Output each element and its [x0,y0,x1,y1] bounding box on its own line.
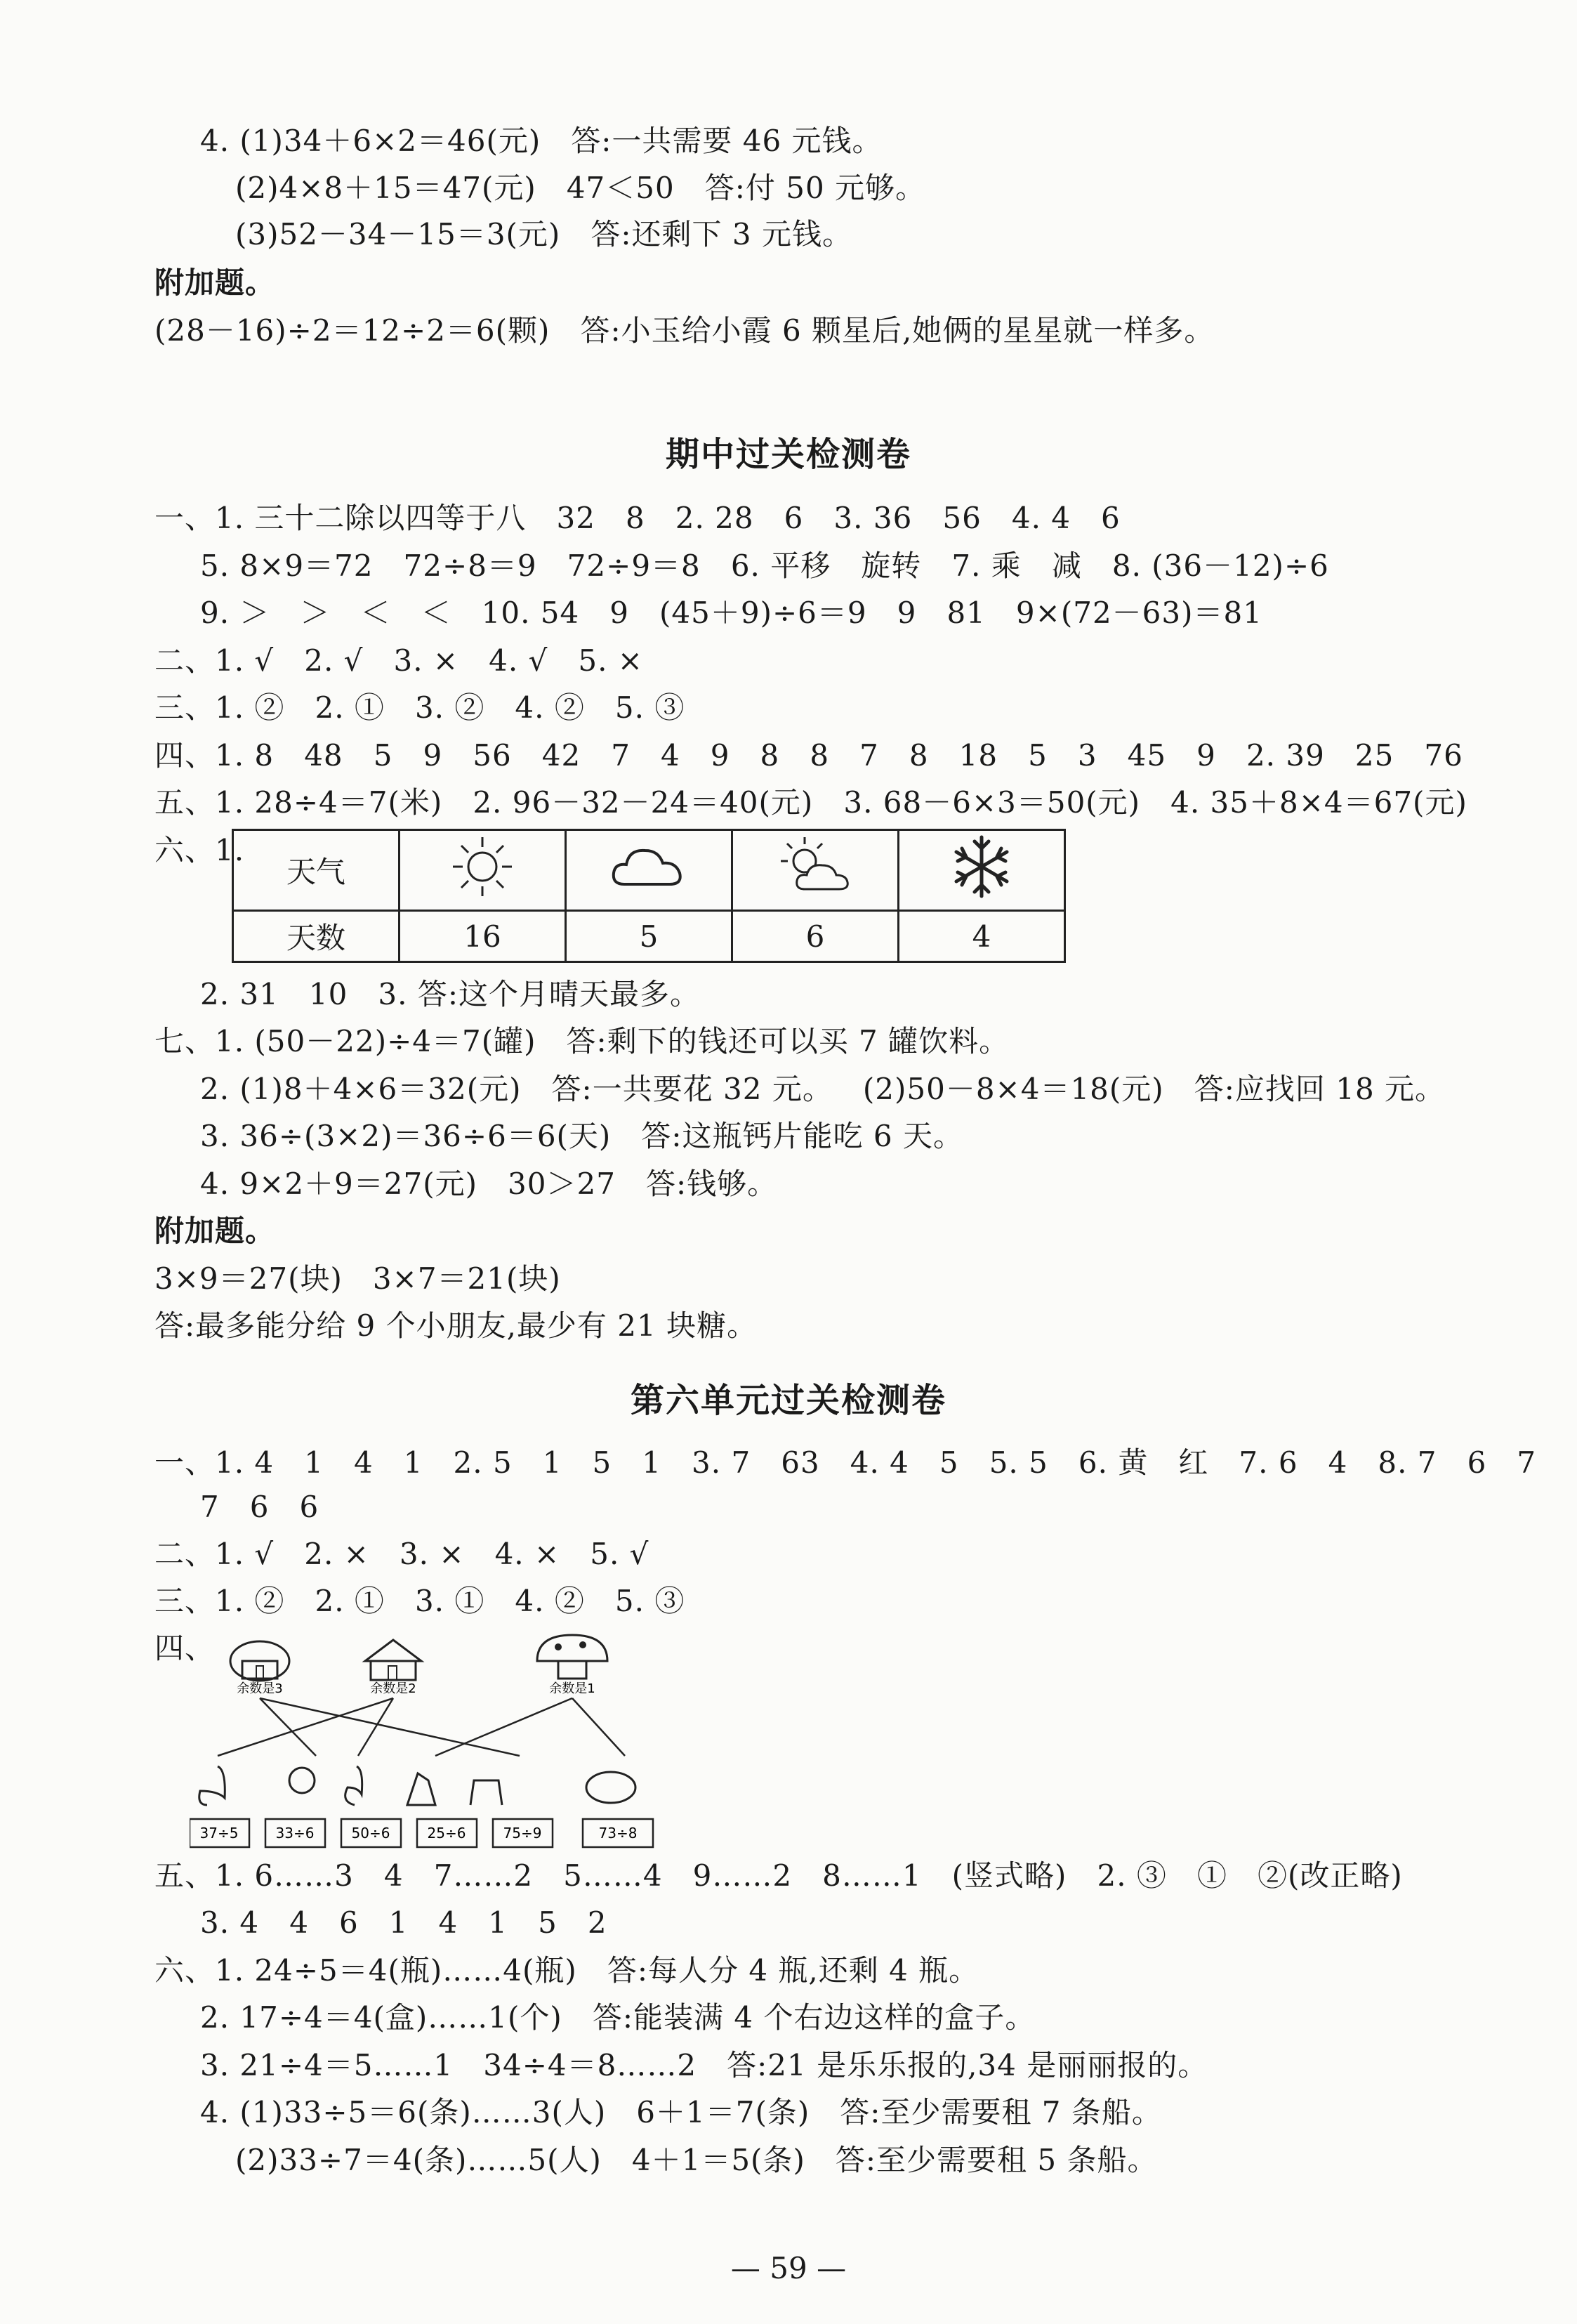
unit6-s6-5: (2)33÷7＝4(条)……5(人) 4＋1＝5(条) 答:至少需要租 5 条船。 [235,2143,1158,2177]
swan-icon [199,1766,225,1805]
midterm-s1-line3: 9. ＞ ＞ ＜ ＜ 10. 54 9 (45＋9)÷6＝9 9 81 9×(72－63)＝81 [200,596,1262,630]
days-header: 天数 [233,911,400,962]
bonus-heading: 附加题。 [154,265,276,300]
division-box: 75÷9 [503,1825,542,1842]
midterm-bonus-heading: 附加题。 [154,1214,276,1248]
answer-4-3: (3)52－34－15＝3(元) 答:还剩下 3 元钱。 [235,217,852,251]
answer-4-1: 4. (1)34＋6×2＝46(元) 答:一共需要 46 元钱。 [200,124,883,158]
midterm-s6-2: 2. 31 10 3. 答:这个月晴天最多。 [200,977,700,1011]
house-icon [365,1640,421,1680]
weather-table [232,829,1066,963]
unit6-s6-2: 2. 17÷4＝4(盒)……1(个) 答:能装满 4 个右边这样的盒子。 [200,2000,1036,2035]
division-box: 33÷6 [275,1825,315,1842]
midterm-s6-label: 六、1. [154,833,245,867]
unit6-s3: 三、1. ② 2. ① 3. ① 4. ② 5. ③ [154,1584,685,1618]
days-sunny: 16 [400,911,566,962]
bonus-answer: (28－16)÷2＝12÷2＝6(颗) 答:小玉给小霞 6 颗星后,她俩的星星就一样多。 [154,313,1215,348]
midterm-bonus-1: 3×9＝27(块) 3×7＝21(块) [154,1261,561,1296]
midterm-s3: 三、1. ② 2. ① 3. ② 4. ② 5. ③ [154,690,685,725]
house-label: 余数是3 [237,1681,283,1696]
unit6-s6-1: 六、1. 24÷5＝4(瓶)……4(瓶) 答:每人分 4 瓶,还剩 4 瓶。 [154,1953,979,1988]
midterm-title: 期中过关检测卷 [665,435,911,474]
unit6-s2: 二、1. √ 2. × 3. × 4. × 5. √ [154,1537,649,1571]
midterm-s2: 二、1. √ 2. √ 3. × 4. √ 5. × [154,643,643,678]
house-label: 余数是1 [549,1681,595,1696]
partly-cloudy-icon [732,830,899,911]
dog-icon [470,1780,502,1805]
rooster-icon [407,1773,435,1805]
house-icon [230,1641,289,1681]
midterm-s1-line2: 5. 8×9＝72 72÷8＝9 72÷9＝8 6. 平移 旋转 7. 乘 减 8. (36－12)÷6 [200,549,1329,583]
unit6-s5-line2: 3. 4 4 6 1 4 1 5 2 [200,1905,607,1940]
sunny-icon [400,830,566,911]
unit6-s4-label: 四、 [154,1631,216,1665]
midterm-s7-3: 3. 36÷(3×2)＝36÷6＝6(天) 答:这瓶钙片能吃 6 天。 [200,1119,963,1153]
midterm-s1-line1: 一、1. 三十二除以四等于八 32 8 2. 28 6 3. 36 56 4. 4 6 [154,501,1121,535]
unit6-s5-line1: 五、1. 6……3 4 7……2 5……4 9……2 8……1 (竖式略) 2. ③ ① ②(改正略) [154,1858,1403,1893]
snow-icon [899,830,1065,911]
unit6-title: 第六单元过关检测卷 [630,1381,946,1420]
mushroom-house-icon [537,1635,607,1679]
goose-icon [345,1766,362,1805]
division-box: 37÷5 [199,1825,239,1842]
midterm-s5: 五、1. 28÷4＝7(米) 2. 96－32－24＝40(元) 3. 68－6×3＝50(元) 4. 35＋8×4＝67(元) [154,785,1467,820]
matching-diagram [190,1629,667,1861]
unit6-s1-line1: 一、1. 4 1 4 1 2. 5 1 5 1 3. 7 63 4. 4 5 5. 5 6. 黄 红 7. 6 4 8. 7 6 7 [154,1445,1537,1480]
monkey-icon [289,1768,315,1793]
midterm-bonus-2: 答:最多能分给 9 个小朋友,最少有 21 块糖。 [154,1308,758,1343]
division-box: 25÷6 [427,1825,466,1842]
unit6-s1-line2: 7 6 6 [200,1490,319,1524]
days-cloudy: 5 [566,911,732,962]
division-box: 73÷8 [598,1825,638,1842]
midterm-s7-2: 2. (1)8＋4×6＝32(元) 答:一共要花 32 元。 (2)50－8×4＝18(元) 答:应找回 18 元。 [200,1072,1446,1106]
elephant-icon [586,1772,635,1803]
house-label: 余数是2 [370,1681,416,1696]
page-number: — 59 — [730,2251,847,2285]
midterm-s7-4: 4. 9×2＋9＝27(元) 30＞27 答:钱够。 [200,1167,778,1201]
division-box: 50÷6 [351,1825,390,1842]
days-partly-cloudy: 6 [732,911,899,962]
unit6-s6-4: 4. (1)33÷5＝6(条)……3(人) 6＋1＝7(条) 答:至少需要租 7 条船。 [200,2095,1162,2129]
days-snow: 4 [899,911,1065,962]
midterm-s7-1: 七、1. (50－22)÷4＝7(罐) 答:剩下的钱还可以买 7 罐饮料。 [154,1024,1010,1058]
midterm-s4: 四、1. 8 48 5 9 56 42 7 4 9 8 8 7 8 18 5 3 45 9 2. 39 25 76 [154,738,1463,773]
weather-header: 天气 [233,830,400,911]
unit6-s6-3: 3. 21÷4＝5……1 34÷4＝8……2 答:21 是乐乐报的,34 是丽丽报的。 [200,2048,1208,2082]
cloudy-icon [566,830,732,911]
answer-4-2: (2)4×8＋15＝47(元) 47＜50 答:付 50 元够。 [235,171,926,205]
